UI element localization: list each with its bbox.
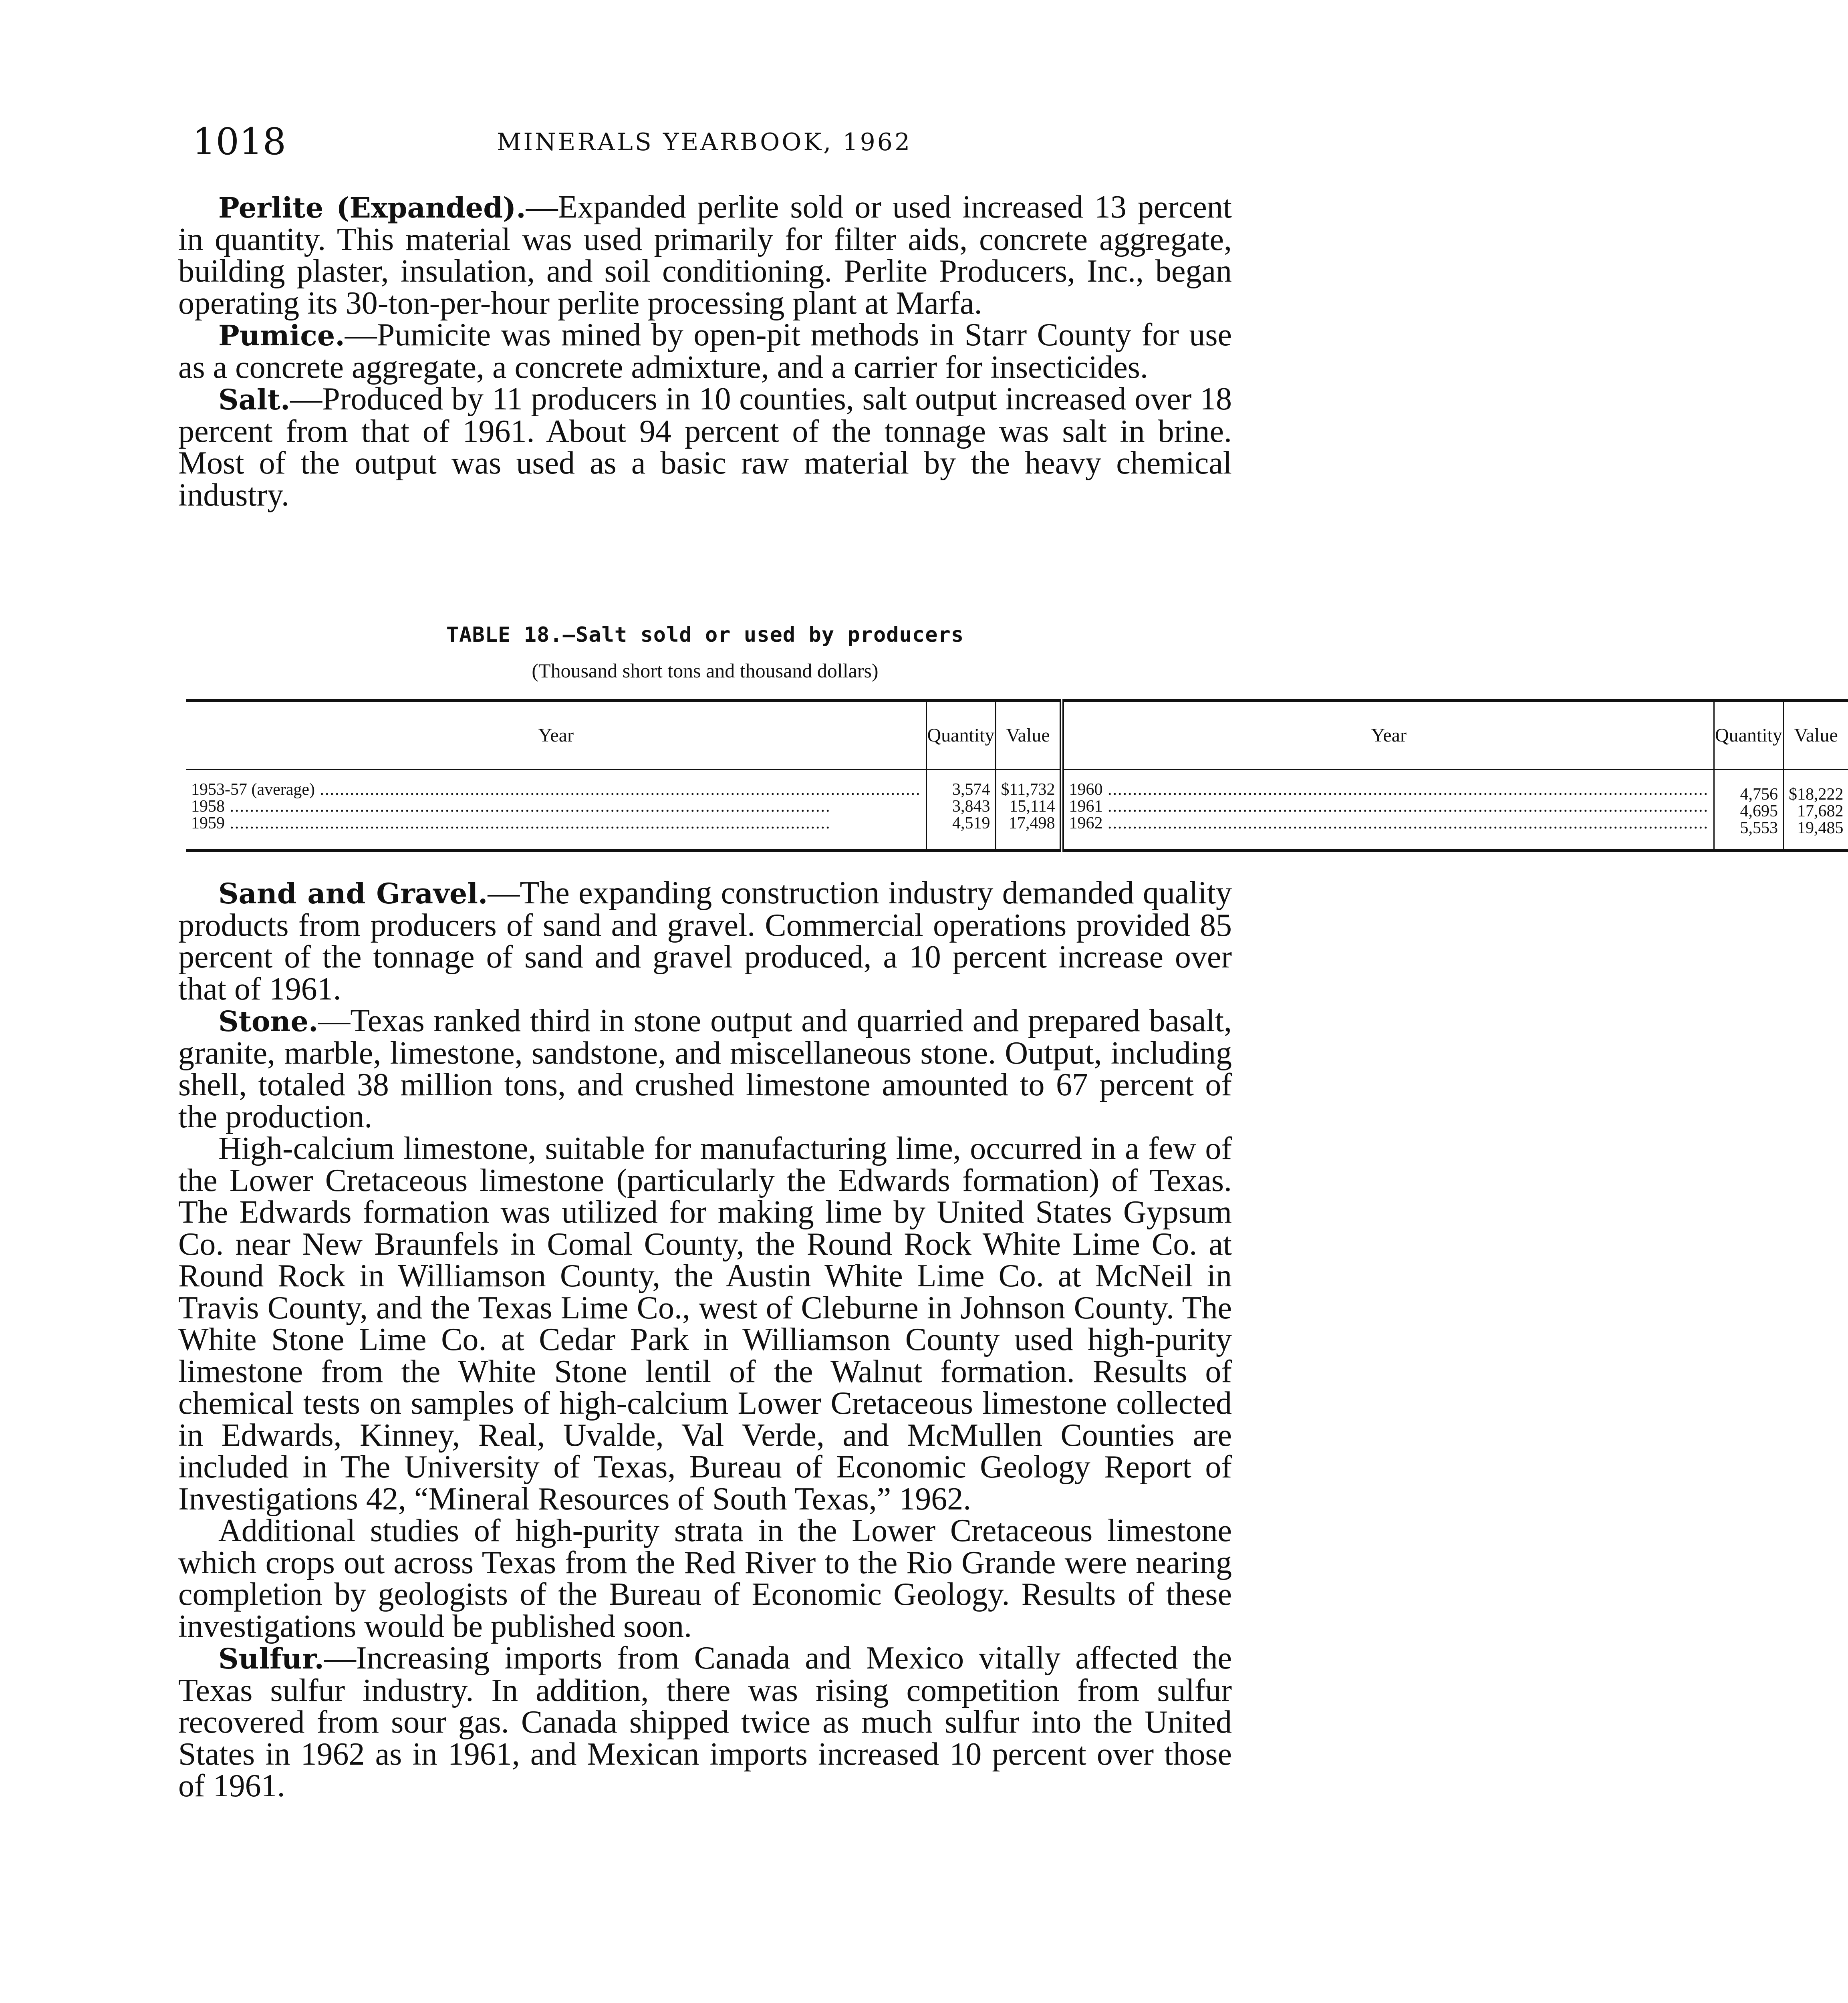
table-subtitle: (Thousand short tons and thousand dollars): [532, 659, 879, 682]
year-cell: 1962 .....: [1069, 815, 1709, 832]
salt-table: [186, 699, 1848, 852]
year-cell: 1959 .....: [191, 815, 921, 832]
paragraph-text: —Expanded perlite sold or used increased 13 percent in quantity. This material was used primarily for filter aids, concrete aggregate, building plaster, insulation, and soil conditioning. Perlite Producers, Inc., began operating its 30-ton-per-hour perlite processing plant at Marfa.: [178, 189, 1232, 321]
paragraph-stone: [178, 1005, 1232, 1133]
page-header: [192, 120, 1226, 164]
paragraph-text: High-calcium limestone, suitable for manufacturing lime, occurred in a few of the Lower Cretaceous limestone (particularly the Edwards formation) of Texas. The Edwards formation was utilized for making lime by United States Gypsum Co. near New Braunfels in Comal County, the Round Rock White Lime Co. at Round Rock in Williamson County, the Austin White Lime Co. at McNeil in Travis County, and the Texas Lime Co., west of Cleburne in Johnson County. The White Stone Lime Co. at Cedar Park in Williamson County used high-purity limestone from the White Stone lentil of the Walnut formation. Results of chemical tests on samples of high-calcium Lower Cretaceous limestone collected in Edwards, Kinney, Real, Uvalde, Val Verde, and McMullen Counties are included in The University of Texas, Bureau of Economic Geology Report of Investigations 42, “Mineral Resources of South Texas,” 1962.: [178, 1131, 1232, 1517]
paragraph-text: —Pumicite was mined by open-pit methods in Starr County for use as a concrete aggregate, a concrete admixture, and a carrier for insecticides.: [178, 317, 1232, 385]
paragraph-sand-gravel: [178, 877, 1232, 1005]
body-text-bottom: [178, 877, 1232, 1802]
paragraph-lead: Perlite (Expanded).: [218, 191, 526, 224]
paragraph-high-calcium: [178, 1133, 1232, 1515]
column-header-quantity: Quantity: [926, 701, 996, 770]
column-header-value: Value: [1783, 701, 1848, 770]
table-header-row: [186, 701, 1848, 770]
running-title: MINERALS YEARBOOK, 1962: [497, 128, 912, 156]
value-cell: $11,732: [1001, 780, 1055, 799]
year-cell-group: [1062, 770, 1714, 851]
paragraph-lead: Sand and Gravel.: [218, 877, 488, 910]
quantity-cell-group: [926, 770, 996, 851]
paragraph-lead: Sulfur.: [218, 1642, 324, 1675]
table-title: TABLE 18.—Salt sold or used by producers: [446, 623, 964, 647]
paragraph-text: —Texas ranked third in stone output and quarried and prepared basalt, granite, marble, limestone, sandstone, and miscellaneous stone. Output, including shell, totaled 38 million tons, and crushed limestone amounted to 67 percent of the production.: [178, 1003, 1232, 1134]
year-cell-group: [186, 770, 926, 851]
quantity-cell: 4,756: [1740, 785, 1778, 804]
value-cell: 17,682: [1797, 802, 1844, 820]
value-cell: $18,222: [1788, 785, 1844, 804]
paragraph-lead: Pumice.: [218, 319, 345, 352]
column-header-year: Year: [1062, 701, 1714, 770]
column-header-value: Value: [996, 701, 1062, 770]
paragraph-salt: [178, 383, 1232, 511]
paragraph-additional-studies: [178, 1515, 1232, 1642]
paragraph-text: —Increasing imports from Canada and Mexico vitally affected the Texas sulfur industry. In addition, there was rising competition from sulfur recovered from sour gas. Canada shipped twice as much sulfur into the United States in 1962 as in 1961, and Mexican imports increased 10 percent over those of 1961.: [178, 1640, 1232, 1804]
value-cell-group: [996, 770, 1062, 851]
paragraph-text: —The expanding construction industry demanded quality products from producers of sand and gravel. Commercial operations provided 85 percent of the tonnage of sand and gravel produced, a 10 percent increase over that of 1961.: [178, 875, 1232, 1007]
column-header-quantity: Quantity: [1714, 701, 1783, 770]
paragraph-lead: Salt.: [218, 383, 290, 416]
column-header-year: Year: [186, 701, 926, 770]
year-cell: 1953-57 (average) .....: [191, 781, 921, 798]
table-row: [186, 770, 1848, 851]
year-cell: 1961 .....: [1069, 798, 1709, 815]
page-number: 1018: [192, 120, 286, 163]
quantity-cell: 4,519: [952, 814, 990, 832]
quantity-cell: 3,843: [952, 797, 990, 816]
value-cell: 17,498: [1008, 814, 1055, 832]
paragraph-lead: Stone.: [218, 1005, 318, 1038]
year-cell: 1960 .....: [1069, 781, 1709, 798]
value-cell-group: [1783, 770, 1848, 851]
value-cell: 19,485: [1797, 819, 1844, 837]
body-text-top: [178, 191, 1232, 511]
paragraph-perlite: [178, 191, 1232, 319]
year-cell: 1958 .....: [191, 798, 921, 815]
paragraph-sulfur: [178, 1642, 1232, 1802]
quantity-cell: 4,695: [1740, 802, 1778, 820]
paragraph-text: —Produced by 11 producers in 10 counties, salt output increased over 18 percent from that of 1961. About 94 percent of the tonnage was salt in brine. Most of the output was used as a basic raw material by the heavy chemical industry.: [178, 381, 1232, 513]
paragraph-text: Additional studies of high-purity strata in the Lower Cretaceous limestone which crops out across Texas from the Red River to the Rio Grande were nearing completion by geologists of the Bureau of Economic Geology. Results of these investigations would be published soon.: [178, 1513, 1232, 1644]
quantity-cell: 5,553: [1740, 819, 1778, 837]
value-cell: 15,114: [1009, 797, 1055, 816]
paragraph-pumice: [178, 319, 1232, 383]
quantity-cell-group: [1714, 770, 1783, 851]
quantity-cell: 3,574: [952, 780, 990, 799]
